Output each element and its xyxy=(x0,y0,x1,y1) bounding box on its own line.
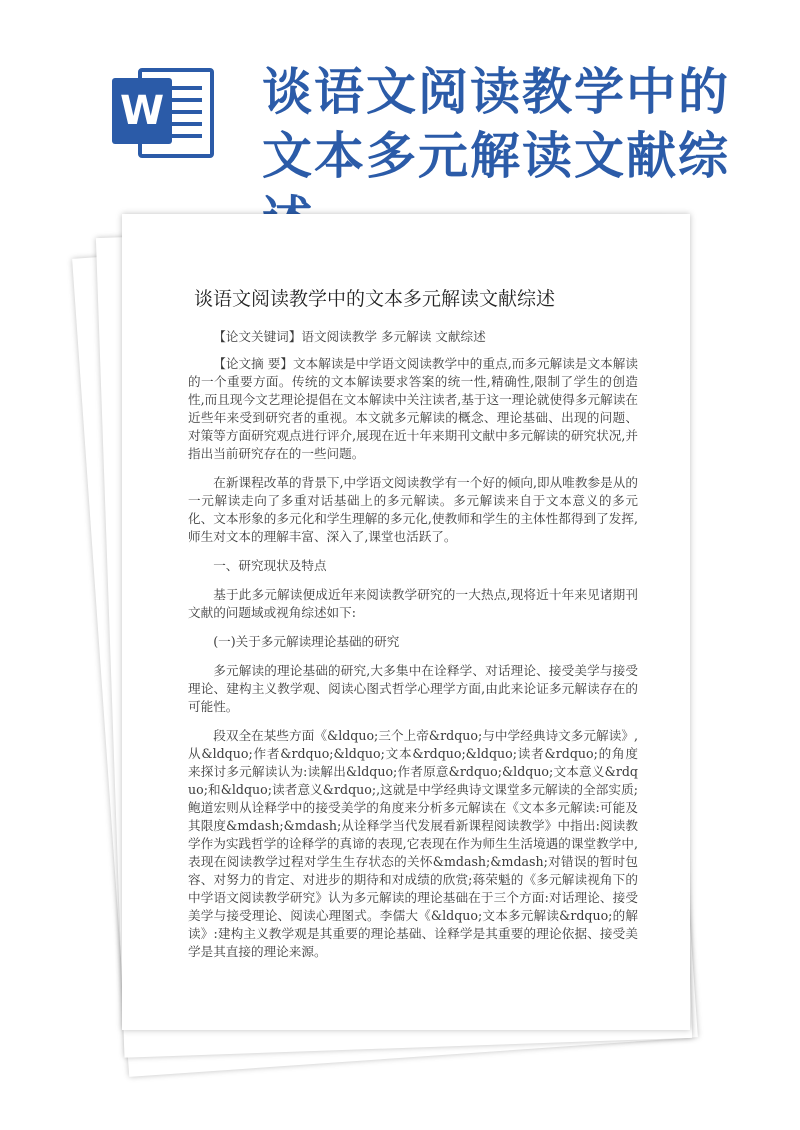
keywords-paragraph: 【论文关键词】语文阅读教学 多元解读 文献综述 xyxy=(213,329,486,344)
document-page xyxy=(122,214,690,1030)
section-heading: 一、研究现状及特点 xyxy=(213,558,327,573)
body-paragraph: 在新课程改革的背景下,中学语文阅读教学有一个好的倾向,即从唯教参是从的一元解读走向了多重对话基础上的多元解读。多元解读来自于文本意义的多元化、文本形象的多元化和学生理解的多元化,使教师和学生的主体性都得到了发挥,师生对文本的理解丰富、深入了,课堂也活跃了。 xyxy=(188,475,638,544)
subsection-heading: (一)关于多元解读理论基础的研究 xyxy=(213,634,400,649)
document-body xyxy=(188,328,638,972)
abstract-paragraph: 【论文摘 要】文本解读是中学语文阅读教学中的重点,而多元解读是文本解读的一个重要方面。传统的文本解读要求答案的统一性,精确性,限制了学生的创造性,而且现今文艺理论提倡在文本解读中关注读者,基于这一理论就使得多元解读在近些年来受到研究者的重视。本文就多元解读的概念、理论基础、出现的问题、对策等方面研究观点进行评介,展现在近十年来期刊文献中多元解读的研究状况,并指出当前研究存在的一些问题。 xyxy=(188,356,638,461)
banner-title: 谈语文阅读教学中的文本多元解读文献综 xyxy=(262,63,730,185)
body-paragraph: 多元解读的理论基础的研究,大多集中在诠释学、对话理论、接受美学与接受理论、建构主义教学观、阅读心图式哲学心理学方面,由此来论证多元解读存在的可能性。 xyxy=(188,663,638,714)
body-paragraph: 基于此多元解读便成近年来阅读教学研究的一大热点,现将近十年来见诸期刊文献的问题域或视角综述如下: xyxy=(188,587,638,620)
word-logo-letter: W xyxy=(112,78,172,144)
body-paragraph: 段双全在某些方面《&ldquo;三个上帝&rdquo;与中学经典诗文多元解读》,从&ldquo;作者&rdquo;&ldquo;文本&rdquo;&ldquo;读者&rdquo;的角度来探讨多元解读认为:读解出&ldquo;作者原意&rdquo;&ldquo;文本意义&rdquo;和&ldquo;读者意义&rdquo;,这就是中学经典诗文课堂多元解读的全部实质;鲍道宏则从诠释学中的接受美学的角度来分析多元解读在《文本多元解读:可能及其限度&mdash;&mdash;从诠释学当代发展看新课程阅读教学》中指出:阅读教学作为实践哲学的诠释学的真谛的表现,它表现在作为师生生活境遇的课堂教学中,表现在阅读教学过程对学生生存状态的关怀&mdash;&mdash;对错误的暂时包容、对努力的肯定、对进步的期待和对成绩的欣赏;蒋荣魁的《多元解读视角下的中学语文阅读教学研究》认为多元解读的理论基础在于三个方面:对话理论、接受美学与接受理论、阅读心理图式。李儒大《&ldquo;文本多元解读&rdquo;的解读》:建构主义教学观是其重要的理论基础、诠释学是其重要的理论依据、接受美学是其直接的理论来源。 xyxy=(188,728,638,959)
document-title: 谈语文阅读教学中的文本多元解读文献综述 xyxy=(194,288,556,310)
word-document-icon xyxy=(112,64,222,160)
